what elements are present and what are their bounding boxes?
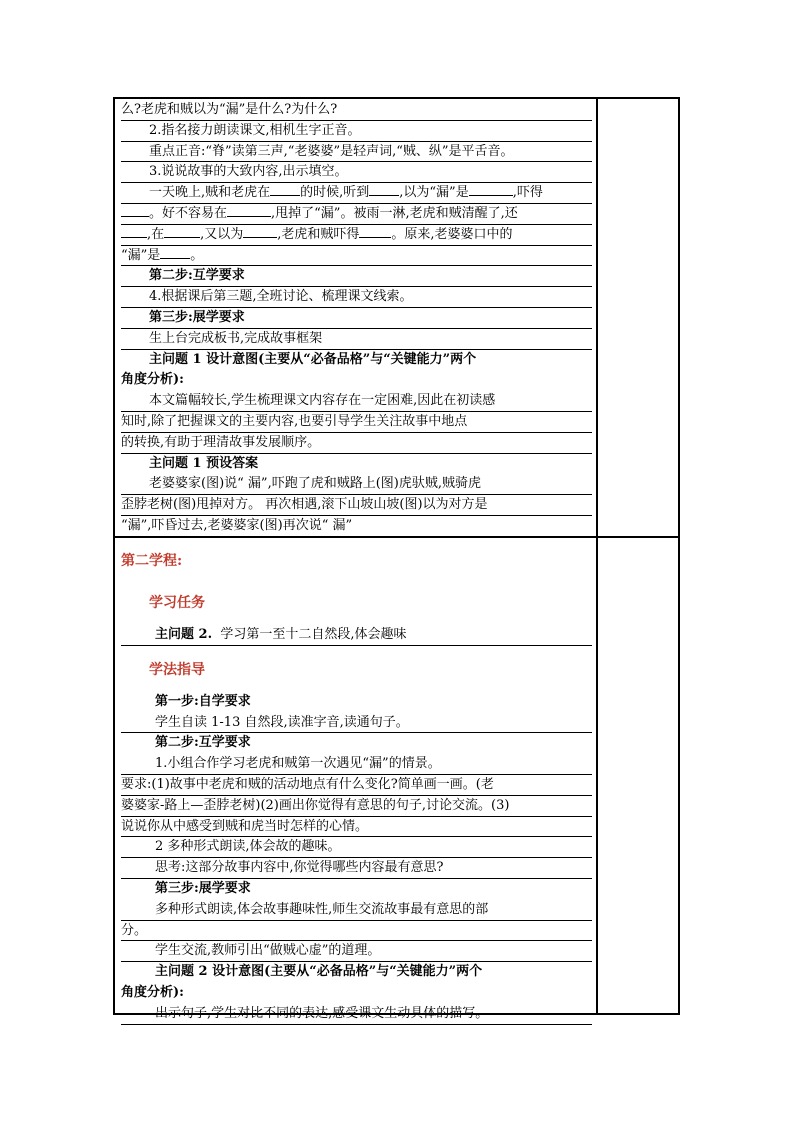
fill-in-line-3: ,在 ,又以为 ,老虎和贼吓得 。原来,老婆婆口中的 (121, 225, 592, 246)
blank (121, 204, 149, 217)
blank (270, 183, 300, 196)
answer-title: 主问题 1 预设答案 (149, 455, 259, 471)
intent-text: 的转换,有助于理清故事发展顺序。 (121, 433, 592, 454)
blank (164, 225, 200, 238)
step1-text: 学生自读 1-13 自然段,读准字音,读通句子。 (121, 713, 592, 734)
step3-text: 分。 (121, 921, 592, 942)
step2-text: 婆婆家-路上—歪脖老树)(2)画出你觉得有意思的句子,讨论交流。(3) (121, 796, 592, 817)
blank (469, 183, 513, 196)
step2-text: 说说你从中感受到贼和虎当时怎样的心情。 (121, 817, 592, 838)
fill-in-line-2: 。好不容易在 ,甩掉了“漏”。被雨一淋,老虎和贼清醒了,还 (121, 204, 592, 225)
fill-instruction: 3.说说故事的大致内容,出示填空。 (121, 162, 592, 183)
intent-title: 主问题 2 设计意图(主要从“必备品格”与“关键能力”两个 (155, 964, 483, 980)
intent-title-cont: 角度分析): (121, 372, 184, 388)
blank (160, 246, 190, 259)
fill-in-line-1: 一天晚上,贼和老虎在 的时候,听到 ,以为“漏”是 ,吓得 (121, 183, 592, 204)
content-cell-part1 (121, 100, 592, 537)
step3-text: 生上台完成板书,完成故事框架 (121, 329, 592, 350)
step1-title: 第一步:自学要求 (155, 693, 251, 709)
blank (121, 225, 147, 238)
intent-text: 出示句子,学生对比不同的表达,感受课文生动具体的描写。 (121, 1004, 592, 1025)
blank (359, 225, 391, 238)
answer-text: 歪脖老树(图)甩掉对方。 再次相遇,滚下山坡山坡(图)以为对方是 (121, 495, 592, 516)
blank (243, 225, 277, 238)
intent-text: 本文篇幅较长,学生梳理课文内容存在一定困难,因此在初读感 (121, 391, 592, 412)
section-heading: 第二学程: (121, 553, 183, 569)
step2-title: 第二步:互学要求 (155, 735, 251, 751)
step3-title: 第三步:展学要求 (155, 880, 251, 896)
method-title: 学法指导 (149, 661, 205, 678)
step2-text: 要求:(1)故事中老虎和贼的活动地点有什么变化?简单画一画。(老 (121, 775, 592, 796)
step2-text: 1.小组合作学习老虎和贼第一次遇见“漏”的情景。 (121, 754, 592, 775)
reading-instruction: 2.指名接力朗读课文,相机生字正音。 (121, 121, 592, 142)
intent-title-cont: 角度分析): (121, 984, 184, 1000)
task-title: 学习任务 (149, 595, 205, 611)
step3-title: 第三步:展学要求 (121, 308, 592, 329)
step2-text: 思考:这部分故事内容中,你觉得哪些内容最有意思? (121, 858, 592, 879)
step2-title: 第二步:互学要求 (121, 266, 592, 287)
blank (369, 183, 399, 196)
fill-in-line-4: “漏”是 。 (121, 246, 592, 267)
step3-text: 学生交流,教师引出“做贼心虚”的道理。 (121, 941, 592, 962)
intent-title: 主问题 1 设计意图(主要从“必备品格”与“关键能力”两个 (149, 351, 477, 367)
answer-text: “漏”,吓昏过去,老婆婆家(图)再次说“ 漏” (121, 516, 592, 537)
blank (227, 204, 271, 217)
column-divider (596, 99, 598, 1013)
lesson-table (113, 97, 680, 1021)
question-line: 么?老虎和贼以为“漏”是什么?为什么? (121, 100, 592, 121)
main-question-2: 主问题 2. 学习第一至十二自然段,体会趣味 (121, 625, 592, 646)
step2-text: 4.根据课后第三题,全班讨论、梳理课文线索。 (121, 287, 592, 308)
intent-text: 知时,除了把握课文的主要内容,也要引导学生关注故事中地点 (121, 412, 592, 433)
content-cell-part2 (121, 549, 592, 1025)
step3-text: 多种形式朗读,体会故事趣味性,师生交流故事最有意思的部 (121, 900, 592, 921)
step2-text: 2 多种形式朗读,体会故的趣味。 (121, 837, 592, 858)
answer-text: 老婆婆家(图)说“ 漏”,吓跑了虎和贼路上(图)虎驮贼,贼骑虎 (121, 474, 592, 495)
pronunciation-note: 重点正音:“脊”读第三声,“老婆婆”是轻声词,“贼、纵”是平舌音。 (121, 142, 592, 163)
